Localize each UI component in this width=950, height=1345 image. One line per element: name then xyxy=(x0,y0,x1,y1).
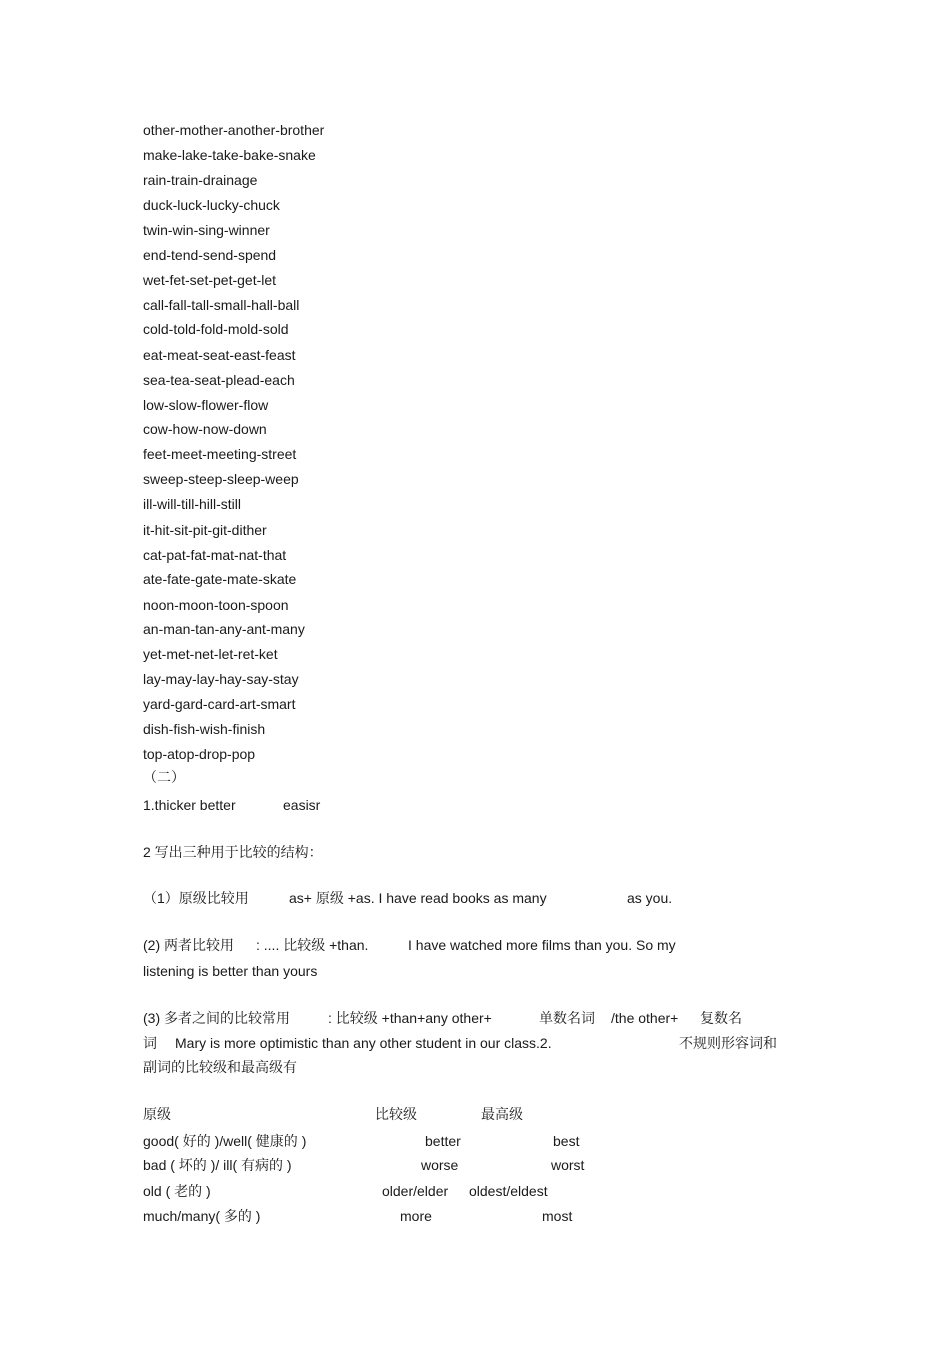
word-list-item: call-fall-tall-small-hall-ball xyxy=(143,297,300,313)
structure-3-text: 副词的比较级和最高级有 xyxy=(143,1059,297,1075)
table-header-positive: 原级 xyxy=(143,1106,171,1122)
word-list-item: cow-how-now-down xyxy=(143,421,267,437)
q2-title: 2 写出三种用于比较的结构： xyxy=(143,844,323,860)
word-list-item: top-atop-drop-pop xyxy=(143,746,256,762)
word-list-item: yet-met-net-let-ret-ket xyxy=(143,646,278,662)
table-cell: oldest/eldest xyxy=(469,1183,548,1199)
word-list-item: it-hit-sit-pit-git-dither xyxy=(143,522,267,538)
structure-2-text: listening is better than yours xyxy=(143,963,318,979)
table-header-comparative: 比较级 xyxy=(375,1106,417,1122)
word-list-item: eat-meat-seat-east-feast xyxy=(143,347,296,363)
word-list-item: sweep-steep-sleep-weep xyxy=(143,471,299,487)
table-cell: good( 好的 )/well( 健康的 ) xyxy=(143,1133,307,1149)
q1-text: easisr xyxy=(283,797,321,813)
structure-1-label: （1）原级比较用 xyxy=(143,890,249,906)
word-list-item: dish-fish-wish-finish xyxy=(143,721,266,737)
word-list-item: feet-meet-meeting-street xyxy=(143,446,297,462)
word-list-item: noon-moon-toon-spoon xyxy=(143,597,289,613)
table-cell: more xyxy=(400,1208,432,1224)
word-list-item: make-lake-take-bake-snake xyxy=(143,147,316,163)
structure-3-text: 复数名 xyxy=(700,1010,742,1026)
word-list-item: ate-fate-gate-mate-skate xyxy=(143,571,297,587)
table-cell: bad ( 坏的 )/ ill( 有病的 ) xyxy=(143,1157,292,1173)
table-header-superlative: 最高级 xyxy=(481,1106,523,1122)
word-list-item: cat-pat-fat-mat-nat-that xyxy=(143,547,287,563)
structure-3-text: 不规则形容词和 xyxy=(679,1035,777,1051)
q1-text: 1.thicker better xyxy=(143,797,236,813)
word-list-item: end-tend-send-spend xyxy=(143,247,277,263)
word-list-item: yard-gard-card-art-smart xyxy=(143,696,296,712)
table-cell: better xyxy=(425,1133,461,1149)
word-list-item: cold-told-fold-mold-sold xyxy=(143,321,289,337)
table-cell: old ( 老的 ) xyxy=(143,1183,211,1199)
table-cell: best xyxy=(553,1133,580,1149)
table-cell: older/elder xyxy=(382,1183,449,1199)
word-list-item: other-mother-another-brother xyxy=(143,122,325,138)
section-heading: （二） xyxy=(143,769,185,785)
word-list-item: sea-tea-seat-plead-each xyxy=(143,372,295,388)
structure-3-text: 单数名词 xyxy=(539,1010,595,1026)
word-list-item: an-man-tan-any-ant-many xyxy=(143,621,305,637)
word-list-item: ill-will-till-hill-still xyxy=(143,496,241,512)
table-cell: most xyxy=(542,1208,573,1224)
structure-3-text: 词 xyxy=(143,1035,157,1051)
structure-2-label: (2) 两者比较用 xyxy=(143,937,234,953)
word-list-item: lay-may-lay-hay-say-stay xyxy=(143,671,299,687)
table-cell: much/many( 多的 ) xyxy=(143,1208,261,1224)
structure-2-text: I have watched more films than you. So my xyxy=(408,937,676,953)
structure-3-text: /the other+ xyxy=(611,1010,679,1026)
word-list-item: rain-train-drainage xyxy=(143,172,258,188)
word-list-item: duck-luck-lucky-chuck xyxy=(143,197,280,213)
structure-1-text: as+ 原级 +as. I have read books as many xyxy=(289,890,547,906)
table-cell: worst xyxy=(551,1157,585,1173)
structure-3-label: (3) 多者之间的比较常用 xyxy=(143,1010,290,1026)
structure-2-text: : .... 比较级 +than. xyxy=(256,937,369,953)
table-cell: worse xyxy=(421,1157,459,1173)
word-list-item: wet-fet-set-pet-get-let xyxy=(143,272,277,288)
word-list-item: twin-win-sing-winner xyxy=(143,222,270,238)
structure-3-example: Mary is more optimistic than any other student in our class.2. xyxy=(175,1035,552,1051)
structure-3-text: : 比较级 +than+any other+ xyxy=(328,1010,492,1026)
word-list-item: low-slow-flower-flow xyxy=(143,397,269,413)
structure-1-text: as you. xyxy=(627,890,673,906)
